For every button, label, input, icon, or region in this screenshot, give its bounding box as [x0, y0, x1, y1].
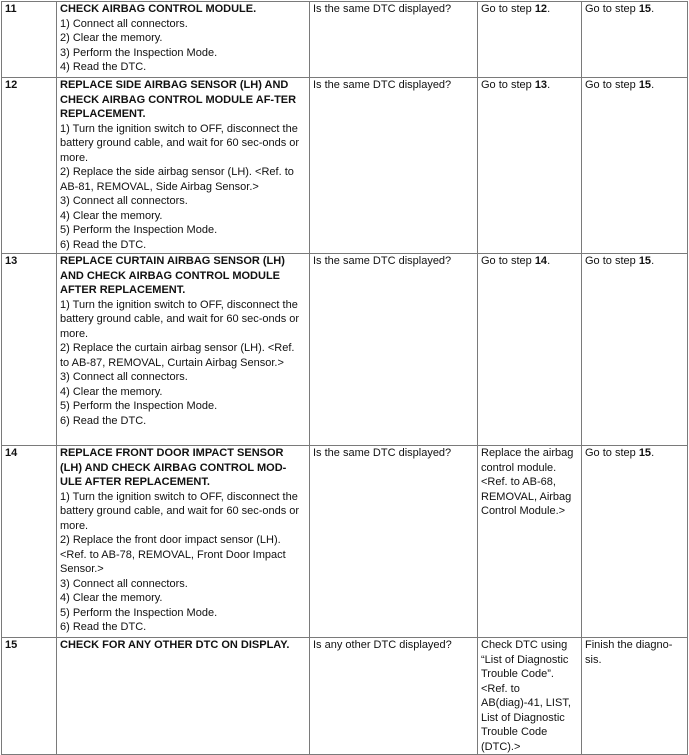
substep: 6) Read the DTC.	[60, 414, 147, 427]
substep: 3) Connect all connectors.	[60, 577, 188, 590]
substep: 3) Perform the Inspection Mode.	[60, 46, 218, 59]
substep: 5) Perform the Inspection Mode.	[60, 400, 218, 412]
table-row	[2, 638, 688, 755]
table-row	[2, 78, 688, 254]
procedure-cell	[57, 446, 310, 638]
no-suffix: .	[651, 447, 655, 459]
substep: 1) Connect all connectors.	[60, 17, 188, 30]
check-cell: Is any other DTC displayed?	[310, 638, 478, 755]
no-cell	[582, 2, 688, 78]
table-row	[2, 254, 688, 446]
yes-step-link[interactable]: 12	[534, 3, 548, 15]
no-prefix: Go to step	[585, 79, 639, 91]
no-step-link[interactable]: 15	[638, 79, 652, 91]
check-cell: Is the same DTC displayed?	[310, 254, 478, 446]
no-prefix: Go to step	[585, 3, 639, 15]
step-title: REPLACE SIDE AIRBAG SENSOR (LH) AND CHECK AIRBAG CONTROL MODULE AF-TER REPLACEMENT.	[60, 79, 297, 120]
procedure-cell	[57, 638, 310, 755]
diagnostic-steps-table	[1, 1, 688, 755]
table-row	[2, 2, 688, 78]
substep: 5) Perform the Inspection Mode.	[60, 606, 218, 619]
substep: 4) Clear the memory.	[60, 209, 163, 222]
yes-cell: Replace the airbag control module. <Ref. to AB-68, REMOVAL, Airbag Control Module.>	[478, 446, 582, 638]
yes-step-link[interactable]: 14	[534, 255, 548, 267]
substep: 1) Turn the ignition switch to OFF, disconnect the battery ground cable, and wait for 60 sec-onds or more.	[60, 490, 300, 532]
substep: 2) Replace the side airbag sensor (LH). <Ref. to AB-81, REMOVAL, Side Airbag Sensor.>	[60, 166, 294, 193]
yes-prefix: Go to step	[481, 79, 535, 91]
no-suffix: .	[651, 255, 655, 267]
yes-cell	[478, 254, 582, 446]
yes-suffix: .	[547, 255, 551, 267]
no-step-link[interactable]: 15	[638, 255, 652, 267]
substep: 2) Replace the front door impact sensor (LH). <Ref. to AB-78, REMOVAL, Front Door Impact Sensor.>	[60, 534, 286, 575]
substep: 4) Clear the memory.	[60, 385, 163, 398]
yes-step-link[interactable]: 13	[534, 79, 548, 91]
yes-suffix: .	[547, 3, 551, 15]
substep: 2) Clear the memory.	[60, 32, 163, 44]
table-row	[2, 446, 688, 638]
step-number: 11	[2, 2, 57, 78]
substep: 3) Connect all connectors.	[60, 195, 188, 207]
check-cell: Is the same DTC displayed?	[310, 446, 478, 638]
no-cell: Finish the diagno-sis.	[582, 638, 688, 755]
substep: 4) Read the DTC.	[60, 61, 147, 73]
yes-prefix: Go to step	[481, 3, 535, 15]
step-number: 14	[2, 446, 57, 638]
procedure-cell	[57, 2, 310, 78]
yes-suffix: .	[547, 79, 551, 91]
step-title: CHECK FOR ANY OTHER DTC ON DISPLAY.	[60, 639, 290, 651]
substep: 6) Read the DTC.	[60, 238, 147, 251]
no-step-link[interactable]: 15	[638, 3, 652, 15]
no-suffix: .	[651, 79, 655, 91]
step-number: 13	[2, 254, 57, 446]
step-title: CHECK AIRBAG CONTROL MODULE.	[60, 3, 257, 15]
no-prefix: Go to step	[585, 447, 639, 459]
procedure-cell	[57, 78, 310, 254]
no-prefix: Go to step	[585, 255, 639, 267]
check-cell: Is the same DTC displayed?	[310, 78, 478, 254]
procedure-cell	[57, 254, 310, 446]
yes-prefix: Go to step	[481, 255, 535, 267]
no-step-link[interactable]: 15	[638, 447, 652, 459]
substep: 3) Connect all connectors.	[60, 371, 188, 383]
substep: 5) Perform the Inspection Mode.	[60, 224, 218, 236]
step-title: REPLACE FRONT DOOR IMPACT SENSOR (LH) AND CHECK AIRBAG CONTROL MOD-ULE AFTER REPLACEMENT.	[60, 447, 287, 488]
step-title: REPLACE CURTAIN AIRBAG SENSOR (LH) AND CHECK AIRBAG CONTROL MODULE AFTER REPLACEMENT.	[60, 255, 285, 296]
substep: 6) Read the DTC.	[60, 621, 147, 633]
substep: 1) Turn the ignition switch to OFF, disconnect the battery ground cable, and wait for 60 sec-onds or more.	[60, 298, 300, 340]
substep: 2) Replace the curtain airbag sensor (LH). <Ref. to AB-87, REMOVAL, Curtain Airbag Sensor.>	[60, 342, 295, 369]
yes-cell	[478, 2, 582, 78]
substep: 4) Clear the memory.	[60, 592, 163, 604]
yes-cell	[478, 78, 582, 254]
check-cell: Is the same DTC displayed?	[310, 2, 478, 78]
no-cell	[582, 254, 688, 446]
no-cell	[582, 78, 688, 254]
no-cell	[582, 446, 688, 638]
yes-cell: Check DTC using “List of Diagnostic Trouble Code”. <Ref. to AB(diag)-41, LIST, List of Diagnostic Trouble Code (DTC).>	[478, 638, 582, 755]
no-suffix: .	[651, 3, 655, 15]
substep: 1) Turn the ignition switch to OFF, disconnect the battery ground cable, and wait for 60 sec-onds or more.	[60, 122, 300, 164]
step-number: 15	[2, 638, 57, 755]
step-number: 12	[2, 78, 57, 254]
